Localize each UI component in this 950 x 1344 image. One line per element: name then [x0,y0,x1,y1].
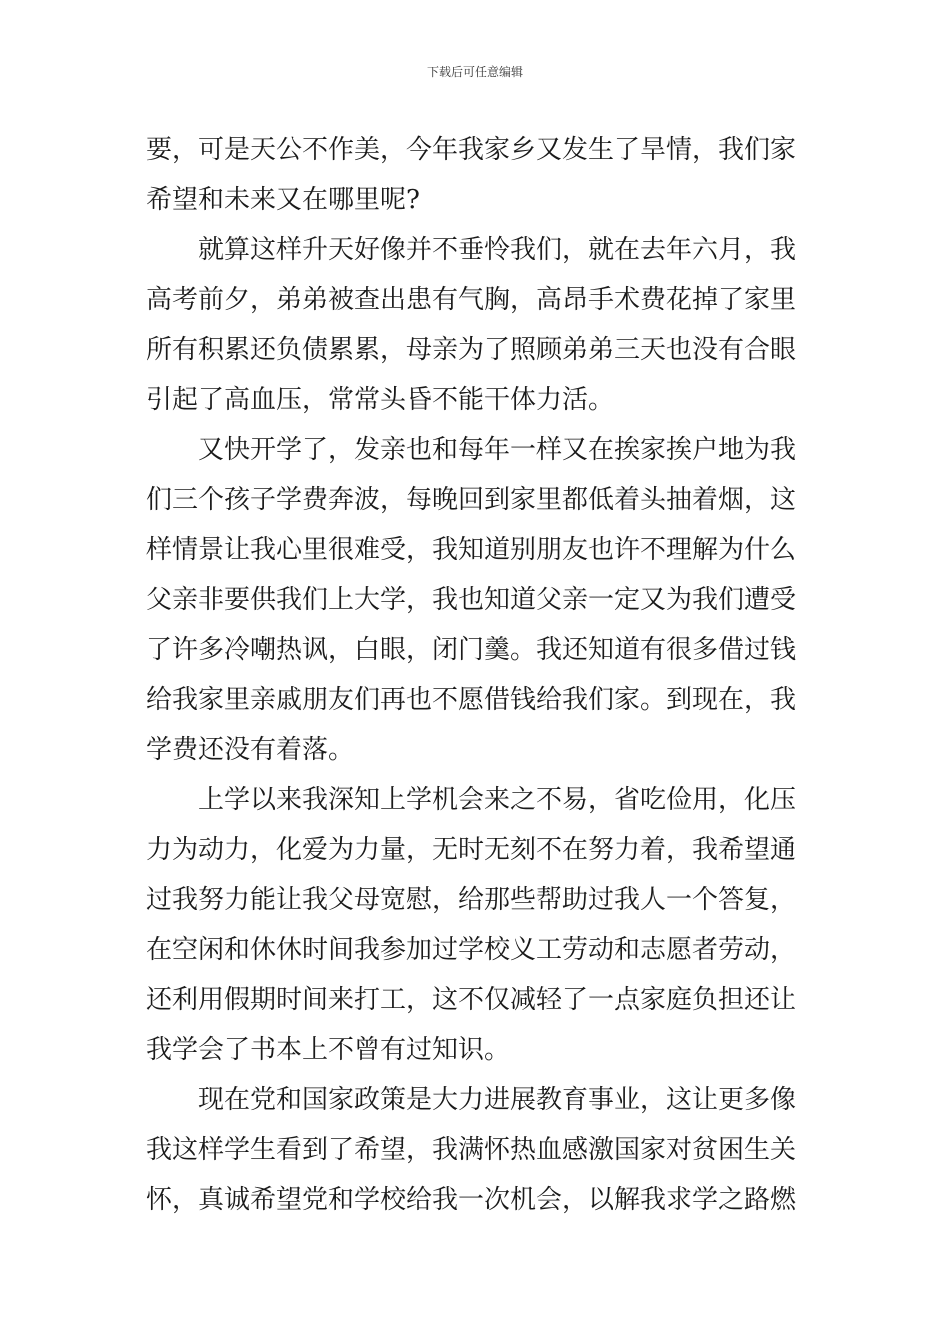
text-line: 了许多冷嘲热讽，白眼，闭门羹。我还知道有很多借过钱 [146,635,797,665]
text-line: 过我努力能让我父母宽慰，给那些帮助过我人一个答复， [146,885,797,915]
text-line: 父亲非要供我们上大学，我也知道父亲一定又为我们遭受 [146,585,797,615]
text-line: 又快开学了，发亲也和每年一样又在挨家挨户地为我 [198,435,797,465]
text-line: 力为动力，化爱为力量，无时无刻不在努力着，我希望通 [146,835,797,865]
text-line: 希望和未来又在哪里呢? [146,185,420,215]
text-line: 我学会了书本上不曾有过知识。 [146,1035,511,1065]
text-line: 引起了高血压，常常头昏不能干体力活。 [146,385,615,415]
text-line: 学费还没有着落。 [146,735,355,765]
text-line: 还利用假期时间来打工，这不仅减轻了一点家庭负担还让 [146,985,797,1015]
text-line: 在空闲和休休时间我参加过学校义工劳动和志愿者劳动， [146,935,797,965]
text-line: 现在党和国家政策是大力进展教育事业，这让更多像 [198,1085,797,1115]
text-line: 所有积累还负债累累，母亲为了照顾弟弟三天也没有合眼 [146,335,797,365]
text-line: 我这样学生看到了希望，我满怀热血感激国家对贫困生关 [146,1135,797,1165]
body-text [146,125,808,1225]
text-line: 怀，真诚希望党和学校给我一次机会，以解我求学之路燃 [146,1185,797,1215]
text-line: 样情景让我心里很难受，我知道别朋友也许不理解为什么 [146,535,797,565]
text-line: 就算这样升天好像并不垂怜我们，就在去年六月，我 [198,235,797,265]
text-line: 们三个孩子学费奔波，每晚回到家里都低着头抽着烟，这 [146,485,797,515]
text-line: 上学以来我深知上学机会来之不易，省吃俭用，化压 [198,785,797,815]
text-line: 给我家里亲戚朋友们再也不愿借钱给我们家。到现在，我 [146,685,797,715]
text-line: 要，可是天公不作美，今年我家乡又发生了旱情，我们家 [146,135,797,165]
page-header: 下载后可任意编辑 [426,65,523,79]
text-line: 高考前夕，弟弟被查出患有气胸，高昂手术费花掉了家里 [146,285,797,315]
